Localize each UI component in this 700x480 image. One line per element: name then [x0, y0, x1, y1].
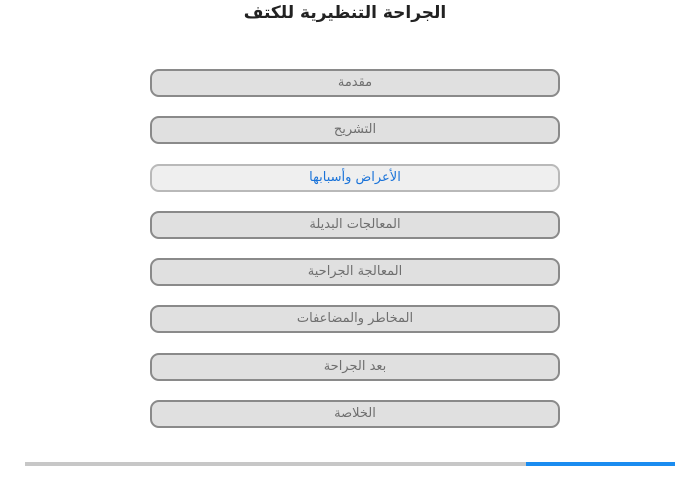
menu-item-symptoms-causes[interactable]: الأعراض وأسبابها — [150, 164, 560, 192]
progress-bar — [25, 462, 675, 466]
menu-item-anatomy[interactable]: التشريح — [150, 116, 560, 144]
progress-bar-fill — [526, 462, 676, 466]
menu-item-risks-complications[interactable]: المخاطر والمضاعفات — [150, 305, 560, 333]
menu-item-alternative-treatments[interactable]: المعالجات البديلة — [150, 211, 560, 239]
page-title: الجراحة التنظيرية للكتف — [243, 3, 447, 23]
menu-item-after-surgery[interactable]: بعد الجراحة — [150, 353, 560, 381]
menu-item-introduction[interactable]: مقدمة — [150, 69, 560, 97]
menu-item-summary[interactable]: الخلاصة — [150, 400, 560, 428]
menu-item-surgical-treatment[interactable]: المعالجة الجراحية — [150, 258, 560, 286]
chapter-menu — [150, 69, 560, 447]
